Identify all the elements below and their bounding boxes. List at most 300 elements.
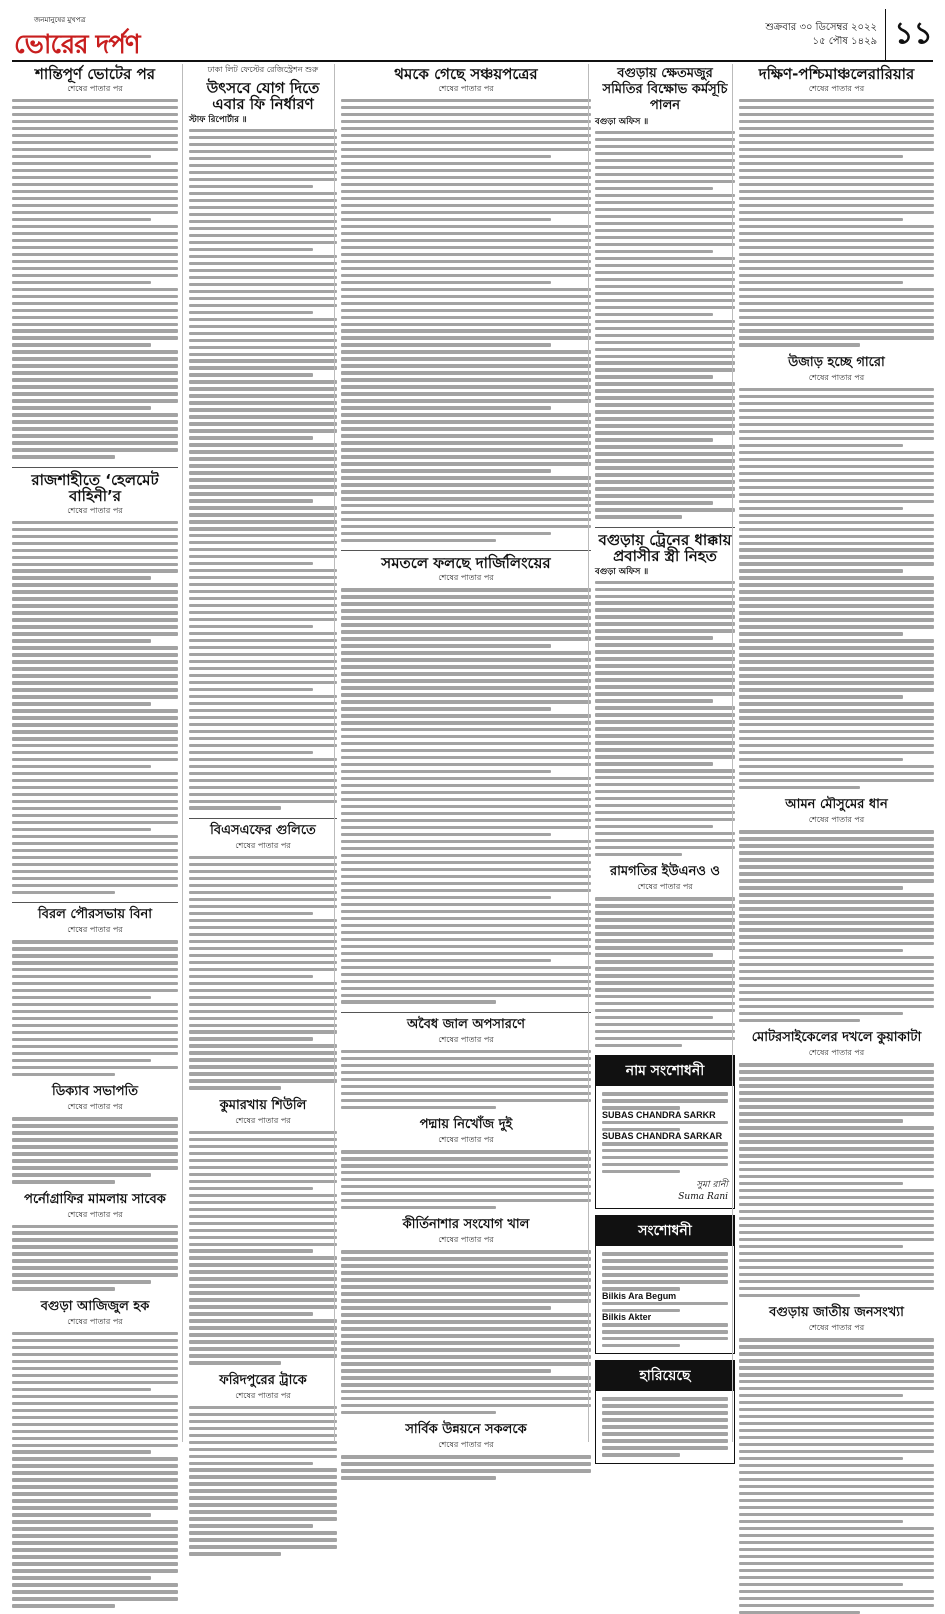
text-line xyxy=(12,155,151,158)
text-line xyxy=(739,295,934,298)
continued-label: শেষের পাতার পর xyxy=(235,840,291,850)
text-line xyxy=(189,758,337,761)
text-line xyxy=(12,688,178,691)
text-line xyxy=(739,1443,934,1446)
text-line xyxy=(739,723,934,726)
text-line xyxy=(189,297,337,300)
text-line xyxy=(595,939,735,942)
text-line xyxy=(189,255,337,258)
text-line xyxy=(341,833,551,836)
text-line xyxy=(595,581,735,584)
text-line xyxy=(189,1201,337,1204)
text-line xyxy=(341,232,591,235)
text-line xyxy=(595,313,713,316)
text-line xyxy=(602,1344,680,1347)
text-line xyxy=(189,576,337,579)
text-line xyxy=(189,429,337,432)
text-line xyxy=(739,1147,934,1150)
story-headline: মোটরসাইকেলের দখলে কুয়াকাটা xyxy=(751,1030,922,1046)
text-line xyxy=(341,1369,551,1372)
text-line xyxy=(189,478,337,481)
text-line xyxy=(595,932,735,935)
text-line xyxy=(341,658,591,661)
text-line xyxy=(341,1376,591,1379)
text-line xyxy=(12,288,178,291)
text-line xyxy=(12,542,178,545)
text-line xyxy=(739,211,934,214)
text-line xyxy=(12,1252,178,1255)
text-line xyxy=(189,150,337,153)
text-line xyxy=(341,511,591,514)
text-line xyxy=(189,339,337,342)
text-line xyxy=(739,1175,934,1178)
text-line xyxy=(189,996,337,999)
text-line xyxy=(595,152,735,155)
text-line xyxy=(12,316,178,319)
text-line xyxy=(341,1462,591,1465)
column-5 xyxy=(732,64,934,1442)
text-line xyxy=(189,1503,337,1506)
text-line xyxy=(12,723,178,726)
text-line xyxy=(12,765,151,768)
text-line xyxy=(341,1085,591,1088)
text-line xyxy=(739,1590,934,1593)
story-byline: স্টাফ রিপোর্টার ॥ xyxy=(189,115,247,125)
text-line xyxy=(12,863,178,866)
text-line xyxy=(12,660,178,663)
text-line xyxy=(739,1210,934,1213)
text-line xyxy=(595,755,735,758)
story-aman xyxy=(739,797,934,1022)
text-line xyxy=(189,541,337,544)
text-line xyxy=(739,1520,903,1523)
text-line xyxy=(595,706,735,709)
text-line xyxy=(341,1257,591,1260)
text-line xyxy=(12,141,178,144)
text-line xyxy=(189,492,337,495)
text-line xyxy=(12,1266,178,1269)
text-line xyxy=(341,700,591,703)
text-line xyxy=(341,288,591,291)
text-line xyxy=(595,501,713,504)
text-line xyxy=(189,674,337,677)
text-line xyxy=(595,692,735,695)
text-line xyxy=(189,793,337,796)
text-line xyxy=(12,378,178,381)
text-line xyxy=(739,632,903,635)
text-line xyxy=(12,1332,178,1335)
text-line xyxy=(12,1485,178,1488)
text-line xyxy=(739,1091,934,1094)
text-line xyxy=(189,786,337,789)
text-line xyxy=(341,204,591,207)
text-line xyxy=(595,685,735,688)
text-line xyxy=(189,520,337,523)
text-line xyxy=(739,1506,934,1509)
story-body xyxy=(189,129,337,810)
text-line xyxy=(595,396,735,399)
text-line xyxy=(341,959,551,962)
text-line xyxy=(189,884,337,887)
text-line xyxy=(739,127,934,130)
text-line xyxy=(739,1422,934,1425)
text-line xyxy=(341,889,591,892)
text-line xyxy=(739,751,934,754)
text-line xyxy=(739,907,934,910)
text-line xyxy=(12,1450,151,1453)
text-line xyxy=(189,248,313,251)
text-line xyxy=(341,805,591,808)
text-line xyxy=(739,260,934,263)
text-line xyxy=(739,681,934,684)
text-line xyxy=(341,966,591,969)
text-line xyxy=(595,853,682,856)
story-body xyxy=(341,1250,591,1414)
text-line xyxy=(189,325,337,328)
text-line xyxy=(739,590,934,593)
text-line xyxy=(189,625,313,628)
text-line xyxy=(12,877,178,880)
divider xyxy=(341,1012,591,1013)
text-line xyxy=(739,176,934,179)
text-line xyxy=(341,441,591,444)
text-line xyxy=(739,1359,934,1362)
text-line xyxy=(739,1168,934,1171)
text-line xyxy=(189,311,313,314)
text-line xyxy=(189,1051,337,1054)
text-line xyxy=(595,678,735,681)
masthead xyxy=(12,6,933,62)
text-line xyxy=(602,1259,728,1262)
text-line xyxy=(739,660,934,663)
text-line xyxy=(341,798,591,801)
story-rajshahi xyxy=(12,472,178,895)
text-line xyxy=(739,302,934,305)
text-line xyxy=(189,185,313,188)
text-line xyxy=(341,399,591,402)
text-line xyxy=(12,590,178,593)
text-line xyxy=(739,1217,934,1220)
text-line xyxy=(189,450,337,453)
notice-body xyxy=(602,1142,728,1173)
text-line xyxy=(189,380,337,383)
story-headline: ফরিদপুরের ট্রাকে xyxy=(219,1372,307,1388)
text-line xyxy=(341,938,591,941)
story-body xyxy=(739,1338,934,1614)
text-line xyxy=(189,702,337,705)
page-number: ১১ xyxy=(885,9,933,60)
text-line xyxy=(12,1444,178,1447)
text-line xyxy=(739,423,934,426)
story-lit-fest xyxy=(189,64,337,810)
text-line xyxy=(595,762,713,765)
text-line xyxy=(595,846,735,849)
text-line xyxy=(189,1482,337,1485)
text-line xyxy=(341,462,591,465)
text-line xyxy=(739,343,860,346)
text-line xyxy=(341,749,591,752)
text-line xyxy=(341,595,591,598)
text-line xyxy=(595,250,713,253)
text-line xyxy=(739,1352,934,1355)
text-line xyxy=(12,1541,178,1544)
story-body xyxy=(739,388,934,790)
text-line xyxy=(595,629,735,632)
text-line xyxy=(739,232,934,235)
story-body xyxy=(341,99,591,542)
text-line xyxy=(739,479,934,482)
text-line xyxy=(595,769,735,772)
text-line xyxy=(189,1037,313,1040)
text-line xyxy=(739,772,934,775)
text-line xyxy=(739,893,934,896)
text-line xyxy=(595,650,735,653)
text-line xyxy=(12,295,178,298)
text-line xyxy=(12,695,178,698)
tagline: জনমানুষের মুখপত্র xyxy=(34,16,86,24)
text-line xyxy=(739,548,934,551)
text-line xyxy=(189,1347,337,1350)
text-line xyxy=(12,1117,178,1120)
text-line xyxy=(341,1327,591,1330)
text-line xyxy=(12,364,178,367)
text-line xyxy=(341,987,591,990)
text-line xyxy=(12,1402,178,1405)
text-line xyxy=(189,688,313,691)
text-line xyxy=(12,441,178,444)
text-line xyxy=(595,839,735,842)
text-line xyxy=(189,485,337,488)
text-line xyxy=(189,947,337,950)
text-line xyxy=(341,413,591,416)
text-line xyxy=(341,791,591,794)
text-line xyxy=(341,1455,591,1458)
story-headline: উজাড় হচ্ছে গারো xyxy=(788,354,885,370)
text-line xyxy=(189,199,337,202)
text-line xyxy=(595,588,735,591)
text-line xyxy=(595,452,735,455)
text-line xyxy=(739,555,934,558)
text-line xyxy=(12,1437,178,1440)
text-line xyxy=(739,737,934,740)
text-line xyxy=(12,989,178,992)
notice-signature xyxy=(602,1177,728,1202)
text-line xyxy=(739,120,934,123)
text-line xyxy=(595,911,735,914)
story-body xyxy=(595,897,735,1047)
text-line xyxy=(739,618,934,621)
text-line xyxy=(189,1145,337,1148)
text-line xyxy=(739,758,903,761)
text-line xyxy=(595,271,735,274)
text-line xyxy=(12,274,178,277)
text-line xyxy=(189,905,337,908)
text-line xyxy=(341,532,551,535)
text-line xyxy=(12,329,178,332)
text-line xyxy=(341,1264,591,1267)
text-line xyxy=(189,1538,337,1541)
text-line xyxy=(341,155,551,158)
text-line xyxy=(189,891,337,894)
text-line xyxy=(12,528,178,531)
text-line xyxy=(595,131,735,134)
text-line xyxy=(341,707,551,710)
text-line xyxy=(12,716,178,719)
text-line xyxy=(12,169,178,172)
text-line xyxy=(739,1401,934,1404)
text-line xyxy=(189,1434,337,1437)
text-line xyxy=(341,588,591,591)
text-line xyxy=(189,415,337,418)
text-line xyxy=(12,1073,115,1076)
text-line xyxy=(602,1453,680,1456)
text-line xyxy=(595,988,735,991)
text-line xyxy=(739,830,934,833)
story-headline: কীর্তিনাশার সংযোগ খাল xyxy=(402,1217,530,1233)
text-line xyxy=(341,742,591,745)
continued-label: শেষের পাতার পর xyxy=(67,505,123,515)
text-line xyxy=(739,409,934,412)
text-line xyxy=(12,583,178,586)
divider xyxy=(12,467,178,468)
text-line xyxy=(595,208,735,211)
text-line xyxy=(189,1166,337,1169)
text-line xyxy=(341,378,591,381)
text-line xyxy=(739,1534,934,1537)
text-line xyxy=(12,674,178,677)
text-line xyxy=(189,723,337,726)
text-line xyxy=(12,1576,151,1579)
text-line xyxy=(739,639,934,642)
text-line xyxy=(595,622,735,625)
text-line xyxy=(341,784,591,787)
text-line xyxy=(739,1597,934,1600)
text-line xyxy=(739,1408,934,1411)
text-line xyxy=(189,1413,337,1416)
text-line xyxy=(739,1245,903,1248)
notice-body xyxy=(602,1397,728,1456)
text-line xyxy=(739,1380,934,1383)
text-line xyxy=(12,1534,178,1537)
text-line xyxy=(189,1496,337,1499)
text-line xyxy=(341,1299,591,1302)
text-line xyxy=(12,1010,178,1013)
text-line xyxy=(739,653,934,656)
story-body xyxy=(12,1117,178,1183)
text-line xyxy=(595,960,735,963)
text-line xyxy=(341,952,591,955)
text-line xyxy=(602,1142,728,1145)
notice-title: নাম সংশোধনী xyxy=(596,1056,734,1086)
story-vote xyxy=(12,66,178,459)
text-line xyxy=(12,996,151,999)
text-line xyxy=(189,1441,337,1444)
text-line xyxy=(341,693,591,696)
text-line xyxy=(739,914,934,917)
text-line xyxy=(12,1052,178,1055)
text-line xyxy=(189,283,337,286)
text-line xyxy=(189,1079,337,1082)
text-line xyxy=(739,786,860,789)
text-line xyxy=(189,1277,337,1280)
text-line xyxy=(12,639,151,642)
continued-label: শেষের পাতার পর xyxy=(438,1440,494,1450)
text-line xyxy=(739,1583,903,1586)
text-line xyxy=(189,779,337,782)
text-line xyxy=(602,1397,728,1400)
text-line xyxy=(602,1411,728,1414)
text-line xyxy=(341,392,591,395)
text-line xyxy=(341,309,591,312)
text-line xyxy=(189,1510,337,1513)
divider xyxy=(189,818,337,819)
text-line xyxy=(341,994,591,997)
text-line xyxy=(602,1404,728,1407)
text-line xyxy=(189,178,337,181)
text-line xyxy=(602,1266,728,1269)
text-line xyxy=(602,1418,728,1421)
text-line xyxy=(12,793,178,796)
text-line xyxy=(341,504,591,507)
text-line xyxy=(739,458,934,461)
text-line xyxy=(341,1000,496,1003)
continued-label: শেষের পাতার পর xyxy=(67,1102,123,1112)
text-line xyxy=(12,1066,178,1069)
text-line xyxy=(189,213,337,216)
text-line xyxy=(341,357,591,360)
text-line xyxy=(595,487,735,490)
text-line xyxy=(739,702,934,705)
text-line xyxy=(189,422,337,425)
notice-body xyxy=(602,1323,728,1347)
continued-label: শেষের পাতার পর xyxy=(235,1115,291,1125)
notice-correction xyxy=(595,1215,735,1354)
text-line xyxy=(341,406,551,409)
text-line xyxy=(12,856,178,859)
text-line xyxy=(189,800,337,803)
text-line xyxy=(12,1555,178,1558)
story-bsf xyxy=(189,823,337,1090)
text-line xyxy=(189,856,337,859)
notice-body xyxy=(602,1092,728,1109)
text-line xyxy=(12,940,178,943)
date-bangla: ১৫ পৌষ ১৪২৯ xyxy=(812,35,878,47)
continued-label: শেষের পাতার পর xyxy=(438,1034,494,1044)
text-line xyxy=(189,206,337,209)
text-line xyxy=(341,672,591,675)
text-line xyxy=(189,318,337,321)
notice-title: হারিয়েছে xyxy=(596,1361,734,1391)
text-line xyxy=(341,1292,591,1295)
text-line xyxy=(595,671,735,674)
text-line xyxy=(12,1548,178,1551)
text-line xyxy=(595,341,735,344)
text-line xyxy=(12,106,178,109)
text-line xyxy=(341,1285,591,1288)
text-line xyxy=(189,806,281,809)
text-line xyxy=(12,772,178,775)
text-line xyxy=(189,227,337,230)
text-line xyxy=(12,1569,178,1572)
text-line xyxy=(739,1273,934,1276)
text-line xyxy=(341,1390,591,1393)
text-line xyxy=(341,847,591,850)
text-line xyxy=(739,886,903,889)
text-line xyxy=(341,364,591,367)
notice-old-name: Bilkis Ara Begum xyxy=(602,1290,677,1301)
text-line xyxy=(12,1339,178,1342)
date-gregorian: শুক্রবার ৩০ ডিসেম্বর ২০২২ xyxy=(765,21,878,33)
